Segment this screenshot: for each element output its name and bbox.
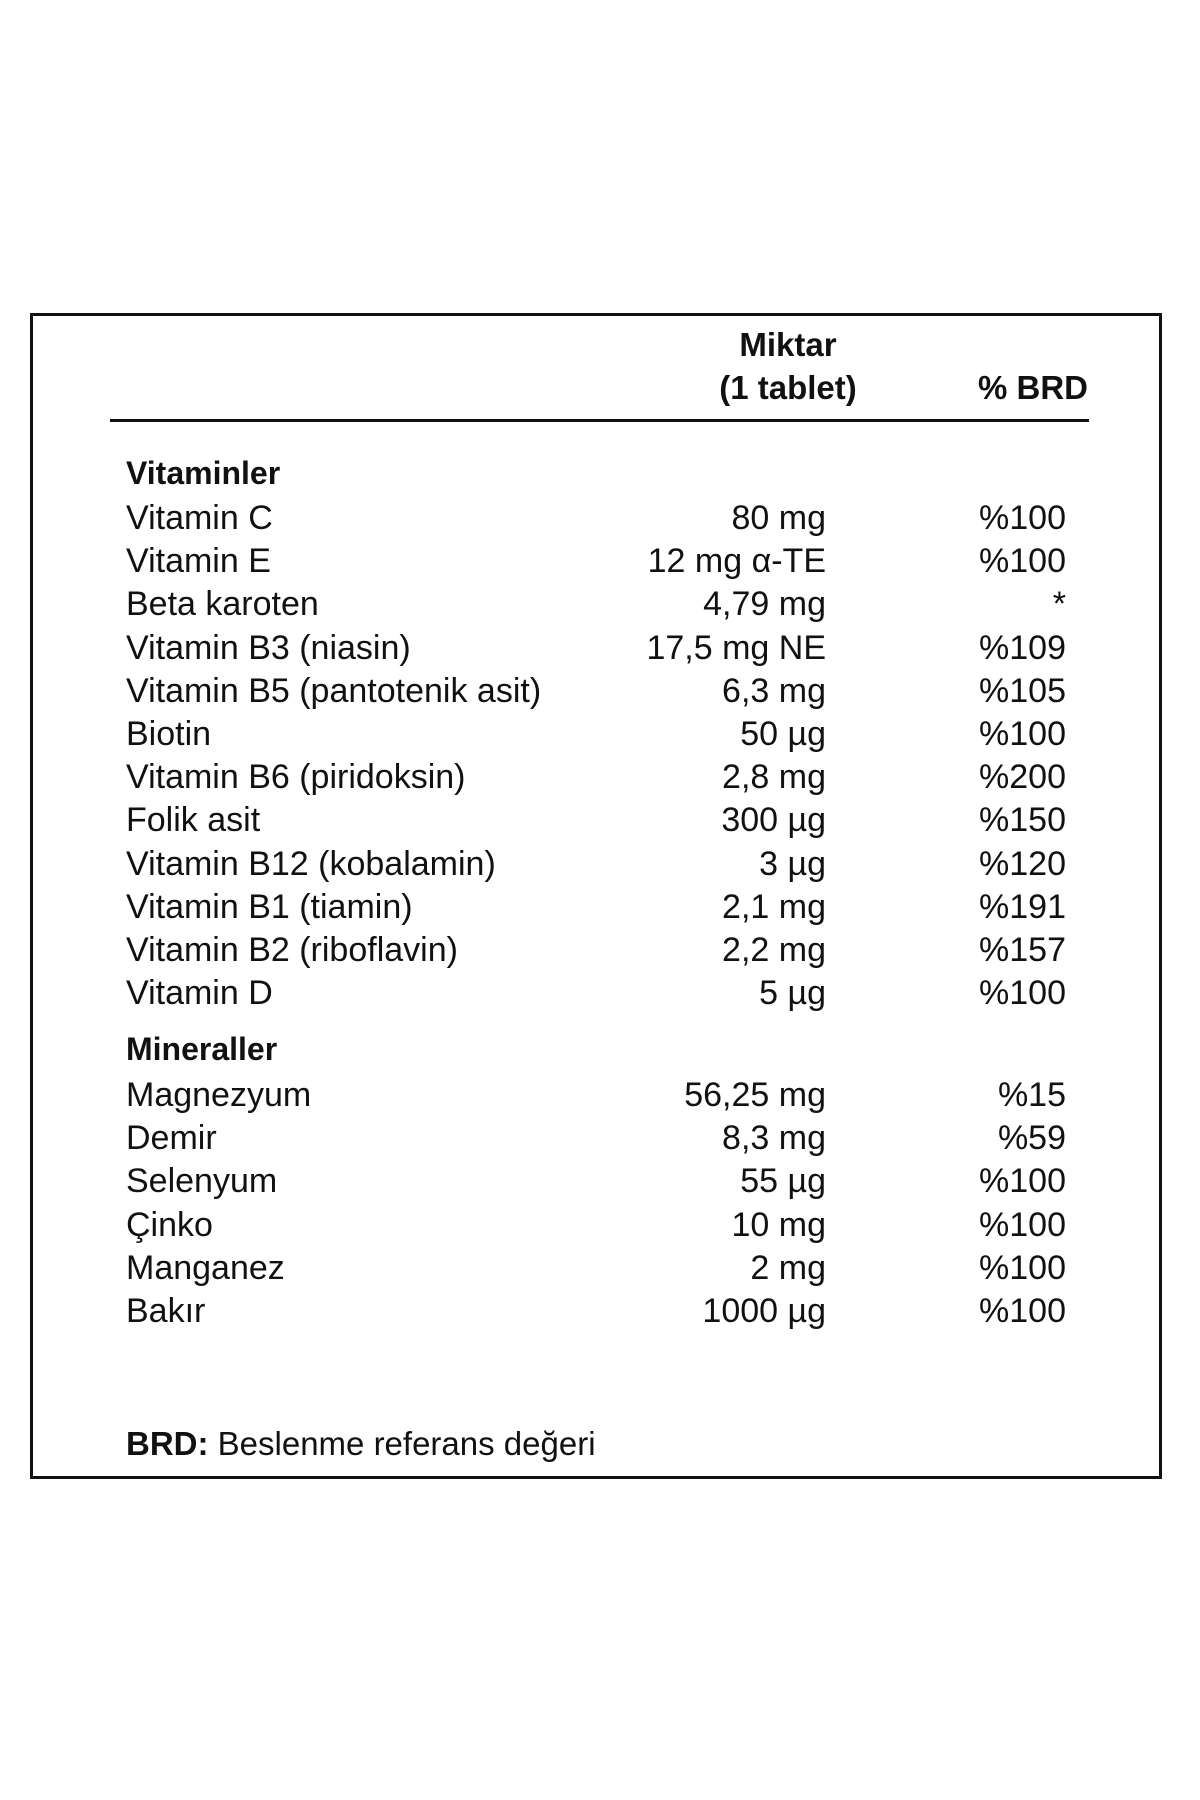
table-row [126,1247,1076,1290]
nutrient-name: Vitamin B1 (tiamin) [126,887,413,926]
rdv-column-header: % BRD [977,369,1088,406]
table-row [126,1290,1076,1333]
nutrient-amount: 2 mg [750,1248,826,1287]
nutrient-rdv-percent: * [1052,585,1066,624]
table-header [33,316,1159,426]
nutrient-amount: 17,5 mg NE [646,628,826,667]
nutrient-name: Vitamin B6 (piridoksin) [126,758,466,797]
nutrient-name: Vitamin B3 (niasin) [126,628,411,667]
nutrient-name: Selenyum [126,1162,278,1201]
nutrient-rdv-percent: %100 [979,1292,1066,1330]
table-row [126,1204,1076,1247]
table-row [126,540,1076,583]
nutrient-rdv-percent: %100 [979,1205,1066,1244]
nutrient-rdv-percent: %100 [979,974,1066,1013]
nutrient-name: Çinko [126,1205,213,1244]
nutrient-name: Vitamin B2 (riboflavin) [126,931,458,969]
nutrient-amount: 1000 µg [702,1292,826,1330]
nutrient-amount: 10 mg [731,1205,826,1244]
nutrient-rdv-percent: %59 [997,1119,1066,1158]
nutrient-amount: 5 µg [759,974,826,1013]
nutrient-rdv-percent: %100 [979,1162,1066,1201]
nutrient-rdv-percent: %200 [979,758,1066,797]
table-row [126,799,1076,842]
nutrient-amount: 3 µg [759,844,826,883]
table-row [126,583,1076,626]
nutrient-name: Vitamin B5 (pantotenik asit) [126,671,542,710]
nutrient-amount: 56,25 mg [684,1076,826,1114]
table-row [126,1117,1076,1160]
nutrient-rdv-percent: %100 [979,1248,1066,1287]
amount-column-header-line2: (1 tablet) [719,369,857,406]
footnote-text: Beslenme referans değeri [208,1425,596,1462]
nutrient-name: Vitamin D [126,974,273,1013]
nutrient-rdv-percent: %109 [979,628,1066,667]
nutrient-amount: 12 mg α-TE [647,542,826,581]
nutrient-rdv-percent: %150 [979,801,1066,840]
table-row [126,886,1076,929]
table-row [126,972,1076,1015]
nutrient-name: Bakır [126,1292,206,1330]
header-divider [110,419,1089,422]
nutrient-rdv-percent: %100 [979,499,1066,537]
nutrient-name: Biotin [126,715,212,753]
nutrient-rdv-percent: %191 [979,887,1066,926]
nutrient-name: Vitamin E [126,542,271,581]
footnote [126,1424,596,1464]
table-row [126,497,1076,540]
nutrient-rdv-percent: %120 [979,844,1066,883]
footnote-abbreviation: BRD: [126,1425,209,1462]
nutrient-name: Manganez [126,1248,285,1287]
nutrient-amount: 2,2 mg [722,931,826,969]
nutrient-rdv-percent: %100 [979,542,1066,581]
table-row [126,713,1076,756]
nutrient-rdv-percent: %15 [997,1076,1066,1114]
table-row [126,670,1076,713]
minerals-section-title: Mineraller [126,1031,278,1067]
nutrient-name: Folik asit [126,801,261,840]
table-row [126,843,1076,886]
nutrient-amount: 50 µg [740,715,826,753]
nutrient-rdv-percent: %105 [979,671,1066,710]
nutrient-name: Demir [126,1119,217,1158]
nutrient-name: Magnezyum [126,1076,312,1114]
nutrient-amount: 6,3 mg [722,671,826,710]
table-row [126,627,1076,670]
table-row [126,929,1076,972]
nutrient-name: Beta karoten [126,585,319,624]
nutrition-table-panel [30,313,1162,1479]
nutrient-rdv-percent: %100 [979,715,1066,753]
nutrient-amount: 4,79 mg [703,585,826,624]
nutrient-amount: 300 µg [721,801,826,840]
nutrient-name: Vitamin B12 (kobalamin) [126,844,496,883]
nutrient-name: Vitamin C [126,499,273,537]
nutrient-amount: 2,1 mg [722,887,826,926]
nutrient-amount: 55 µg [740,1162,826,1201]
nutrient-rdv-percent: %157 [979,931,1066,969]
vitamins-section-title: Vitaminler [126,455,281,491]
nutrient-amount: 80 mg [731,499,826,537]
nutrient-amount: 8,3 mg [722,1119,826,1158]
table-row [126,1074,1076,1117]
table-row [126,756,1076,799]
table-row [126,1160,1076,1203]
nutrient-amount: 2,8 mg [722,758,826,797]
amount-column-header-line1: Miktar [739,326,837,363]
